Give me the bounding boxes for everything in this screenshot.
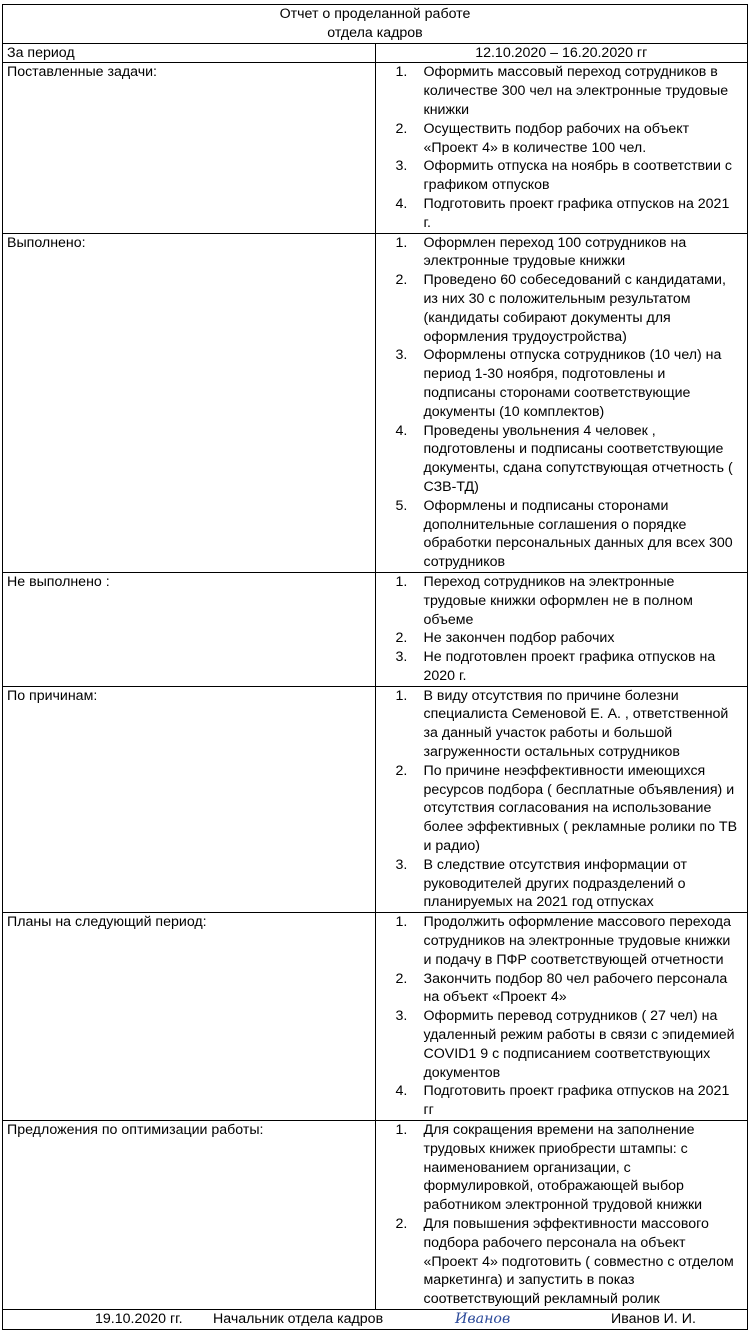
list-item	[380, 687, 744, 762]
list-item	[380, 1121, 744, 1215]
list-item-text: Подготовить проект графика отпусков на 2021 г.	[423, 195, 730, 231]
list-item-number: 3.	[395, 347, 408, 364]
section-label: Поставленные задачи:	[3, 63, 376, 233]
list-item-number: 5.	[395, 497, 408, 514]
list-item-number: 3.	[395, 158, 408, 175]
section-items	[375, 233, 748, 572]
footer-signature-line	[2, 1310, 748, 1330]
list-item-number: 2.	[395, 272, 408, 289]
period-value: 12.10.2020 – 16.20.2020 гг	[375, 43, 748, 63]
list-item	[380, 1007, 744, 1082]
section-items	[375, 1121, 748, 1310]
title-line-1: Отчет о проделанной работе	[279, 6, 471, 22]
list-item	[380, 1215, 744, 1309]
footer-name: Иванов И. И.	[611, 1310, 696, 1327]
section-items	[375, 686, 748, 913]
section-items	[375, 63, 748, 233]
section-row	[3, 572, 748, 686]
section-label: Выполнено:	[3, 233, 376, 572]
list-item-text: Проведены увольнения 4 человек , подготовлены и подписаны соответствующие документы, сдана сопутствующая отчетность ( СЗВ-ТД)	[423, 422, 733, 495]
list-item	[380, 422, 744, 497]
section-label: Не выполнено :	[3, 572, 376, 686]
list-item-text: Для повышения эффективности массового подбора рабочего персонала на объект «Проект 4» подготовить ( совместно с отделом маркетинга) и запустить в показ соответствующий рекламный ролик	[423, 1216, 734, 1308]
list-item	[380, 63, 744, 119]
list-item-text: Оформлены и подписаны сторонами дополнительные соглашения о порядке обработки персональных данных для всех 300 сотрудников	[423, 497, 733, 571]
list-item-text: Закончить подбор 80 чел рабочего персонала на объект «Проект 4»	[423, 970, 728, 1006]
list-item-number: 4.	[395, 422, 408, 439]
period-row	[3, 43, 748, 63]
sections-body	[3, 63, 748, 1310]
list-item	[380, 573, 744, 629]
list-item	[380, 970, 744, 1008]
section-items	[375, 913, 748, 1121]
list-item	[380, 629, 744, 648]
title-row	[3, 5, 748, 44]
list-item-number: 1.	[395, 573, 408, 590]
section-label: Предложения по оптимизации работы:	[3, 1121, 376, 1310]
list-item-text: В следствие отсутствия информации от руководителей других подразделений о планируемых на 2021 год отпусках	[423, 856, 687, 911]
list-item-text: Проведено 60 собеседований с кандидатами, из них 30 с положительным результатом (кандидаты собирают документы для оформления трудоустройства)	[423, 272, 726, 345]
report-table	[2, 4, 748, 1310]
numbered-list	[380, 63, 744, 232]
section-items	[375, 572, 748, 686]
footer-date: 19.10.2020 гг.	[95, 1310, 183, 1327]
list-item-number: 1.	[395, 687, 408, 704]
numbered-list	[380, 913, 744, 1120]
handwritten-signature: Иванов	[455, 1310, 511, 1327]
list-item-text: Осуществить подбор рабочих на объект «Проект 4» в количестве 100 чел.	[423, 120, 690, 156]
list-item-text: Оформлены отпуска сотрудников (10 чел) на период 1-30 ноября, подготовлены и подписаны сторонами соответствующие документы (10 комплектов)	[423, 347, 722, 420]
list-item-number: 4.	[395, 1083, 408, 1100]
list-item-text: Оформить отпуска на ноябрь в соответствии с графиком отпусков	[423, 158, 732, 194]
list-item	[380, 271, 744, 346]
footer-position: Начальник отдела кадров	[213, 1310, 384, 1327]
list-item-text: В виду отсутствия по причине болезни специалиста Семеновой Е. А. , ответственной за данный участок работы и большой загруженности остальных сотрудников	[423, 687, 729, 761]
list-item-number: 3.	[395, 649, 408, 666]
list-item	[380, 234, 744, 272]
list-item-text: По причине неэффективности имеющихся ресурсов подбора ( бесплатные объявления) и отсутствия согласования на использование более эффективных ( рекламные ролики по ТВ и радио)	[423, 762, 738, 855]
section-label: Планы на следующий период:	[3, 913, 376, 1121]
list-item-number: 4.	[395, 195, 408, 212]
list-item-number: 1.	[395, 234, 408, 251]
list-item-number: 3.	[395, 1008, 408, 1025]
list-item-text: Не закончен подбор рабочих	[423, 630, 615, 647]
list-item-number: 2.	[395, 1216, 408, 1232]
list-item	[380, 195, 744, 233]
section-row	[3, 63, 748, 233]
section-row	[3, 233, 748, 572]
list-item	[380, 648, 744, 686]
section-row	[3, 1121, 748, 1310]
list-item-text: Для сокращения времени на заполнение трудовых книжек приобрести штампы: с наименованием организации, с формулировкой, отображающей выбор работником электронной трудовой книжки	[423, 1122, 703, 1214]
section-row	[3, 686, 748, 913]
numbered-list	[380, 1121, 744, 1309]
list-item	[380, 497, 744, 572]
list-item	[380, 856, 744, 912]
list-item-number: 2.	[395, 762, 408, 779]
report-page	[2, 4, 748, 1330]
list-item-text: Продолжить оформление массового перехода сотрудников на электронные трудовые книжки и подачу в ПФР соответствующей отчетности	[423, 914, 731, 968]
list-item-number: 2.	[395, 970, 408, 987]
list-item-text: Оформлен переход 100 сотрудников на электронные трудовые книжки	[423, 234, 687, 270]
list-item	[380, 913, 744, 969]
section-row	[3, 913, 748, 1121]
numbered-list	[380, 573, 744, 686]
list-item-text: Переход сотрудников на электронные трудовые книжки оформлен не в полном объеме	[423, 573, 693, 628]
title-line-2: отдела кадров	[327, 24, 423, 41]
list-item	[380, 346, 744, 421]
numbered-list	[380, 687, 744, 913]
report-title	[3, 5, 748, 44]
list-item-text: Не подготовлен проект графика отпусков на 2020 г.	[423, 649, 716, 684]
list-item-text: Подготовить проект графика отпусков на 2021 гг	[423, 1083, 730, 1119]
list-item-text: Оформить перевод сотрудников ( 27 чел) на удаленный режим работы в связи с эпидемией COVID1 9 с подписанием соответствующих документов	[423, 1008, 735, 1081]
list-item	[380, 157, 744, 195]
list-item-number: 3.	[395, 856, 408, 873]
list-item	[380, 762, 744, 856]
list-item-number: 1.	[395, 64, 408, 81]
section-label: По причинам:	[3, 686, 376, 913]
list-item	[380, 120, 744, 158]
list-item-text: Оформить массовый переход сотрудников в количестве 300 чел на электронные трудовые книжки	[423, 64, 729, 118]
list-item-number: 1.	[395, 1122, 408, 1139]
list-item-number: 2.	[395, 630, 408, 647]
list-item	[380, 1082, 744, 1120]
list-item-number: 1.	[395, 914, 408, 931]
list-item-number: 2.	[395, 120, 408, 137]
period-label: За период	[3, 43, 376, 63]
numbered-list	[380, 234, 744, 572]
